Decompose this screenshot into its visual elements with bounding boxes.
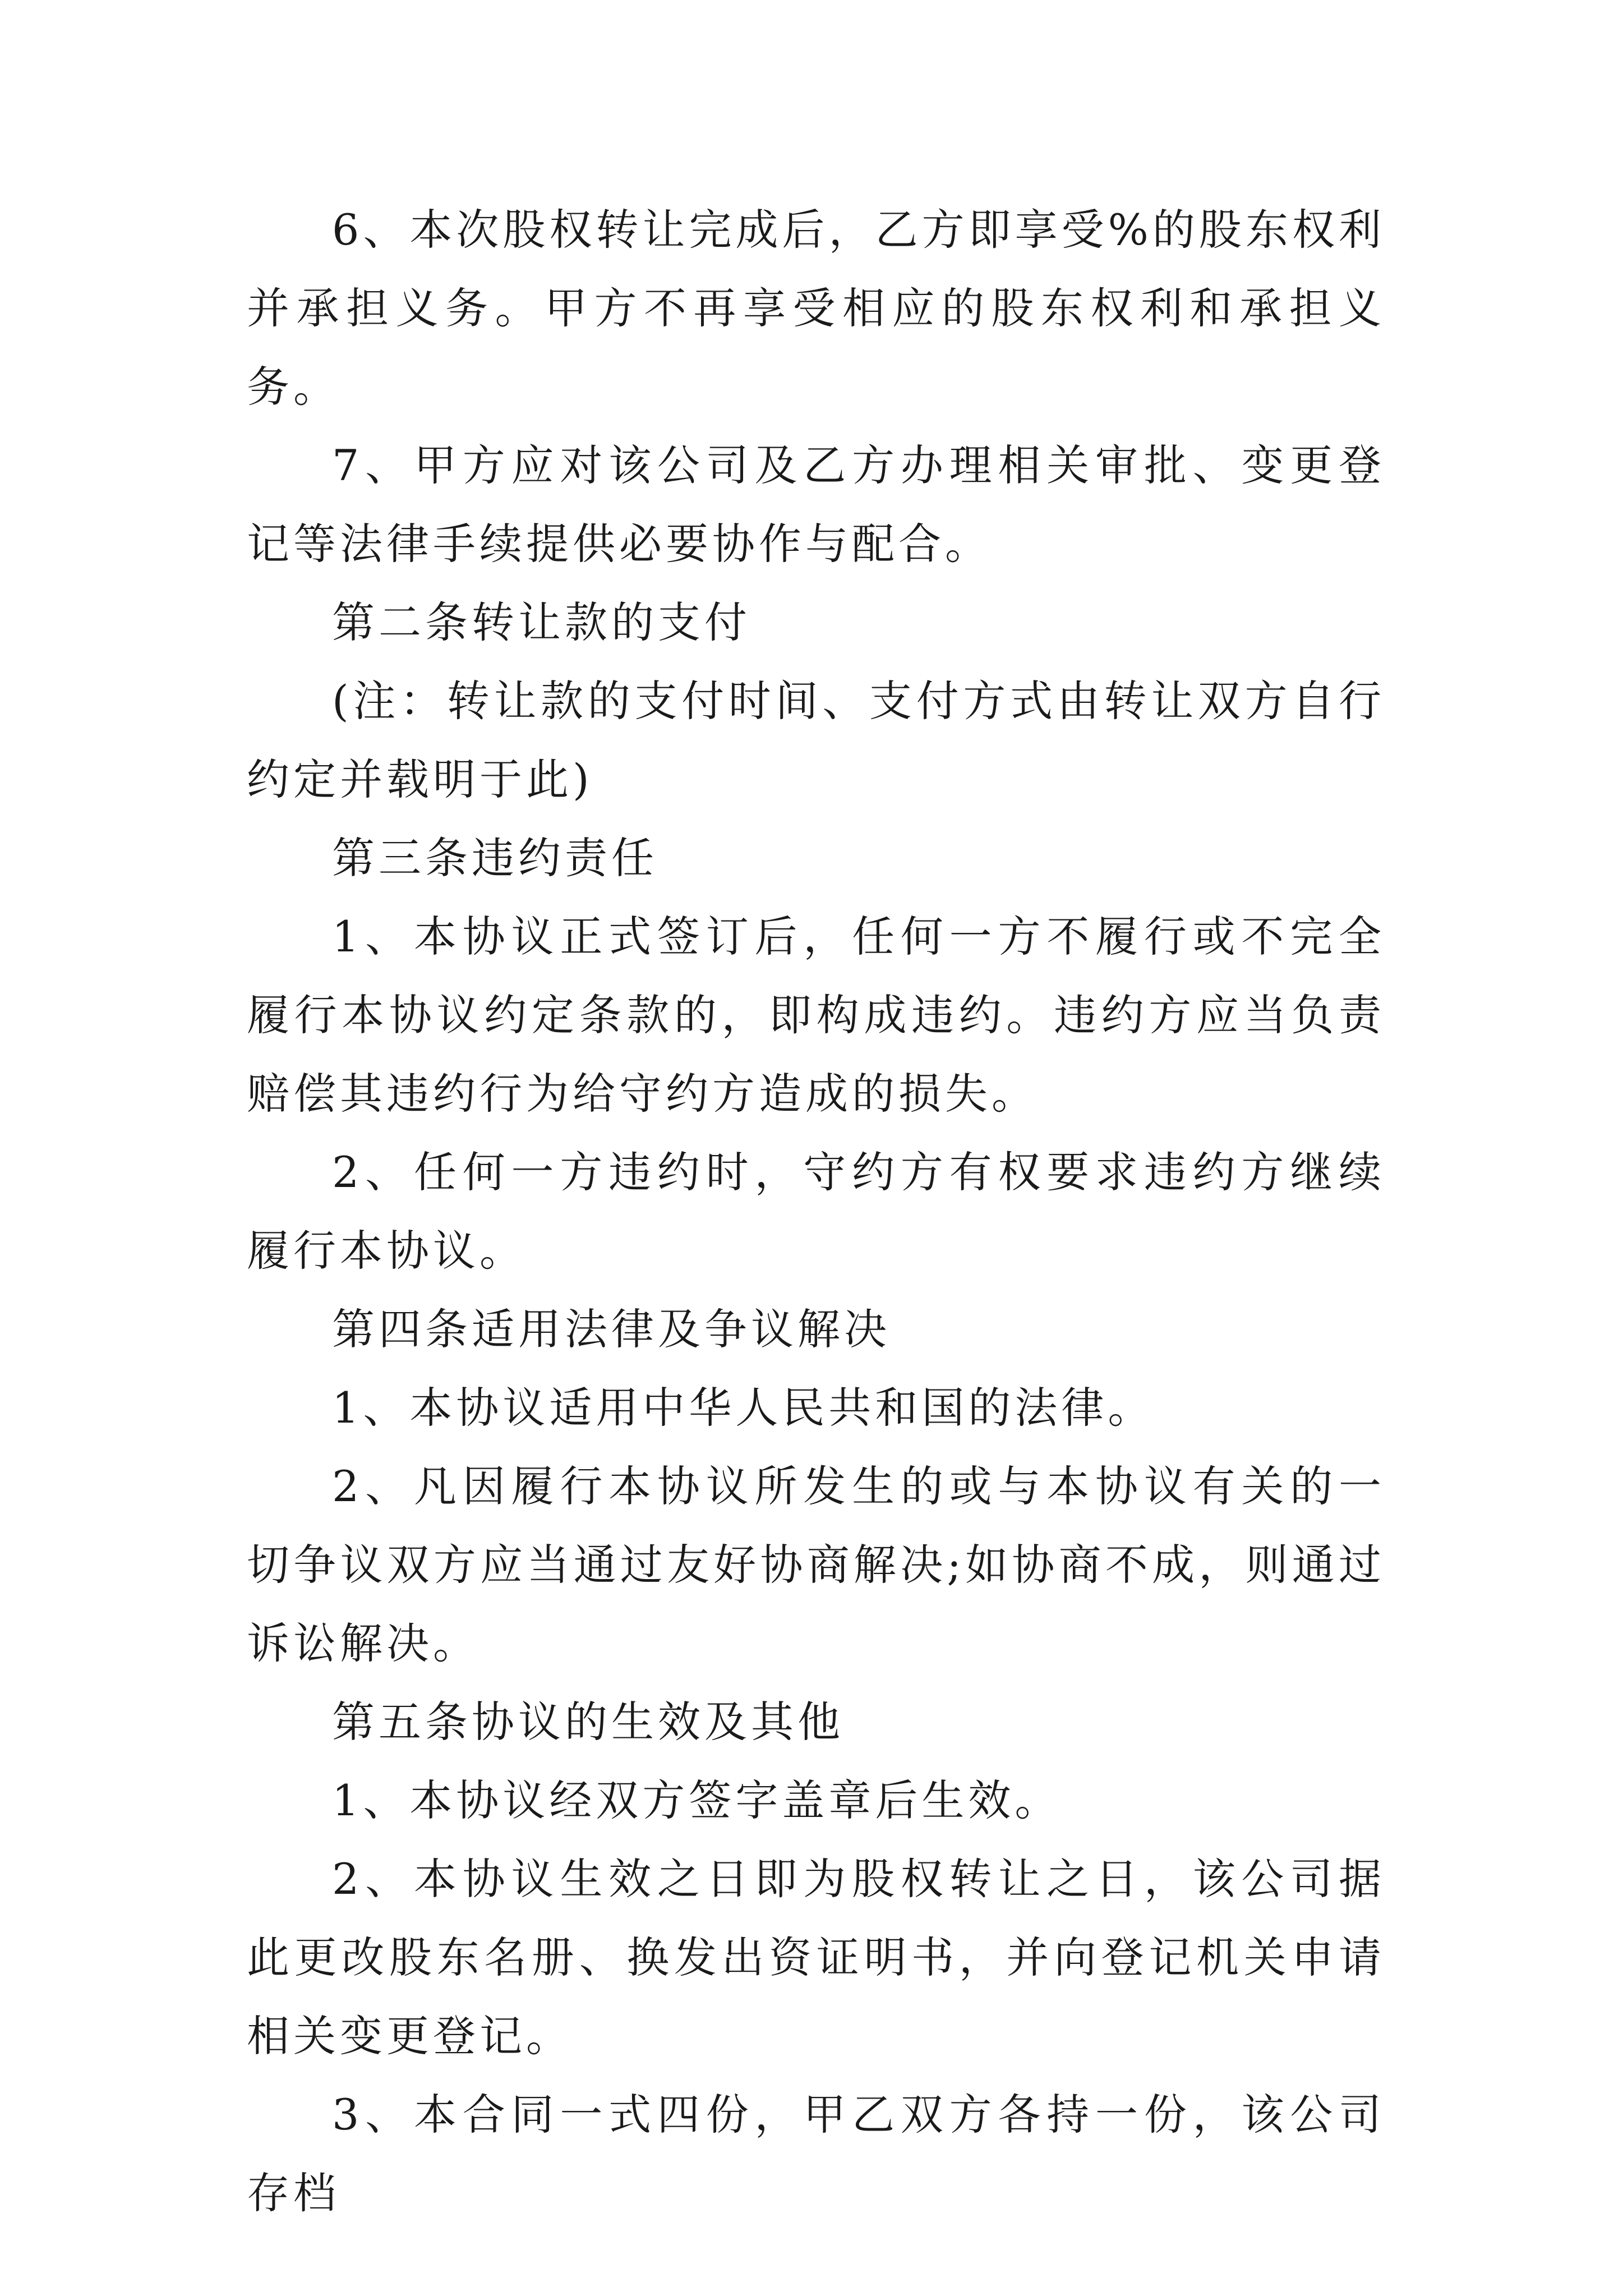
article-3-clause-1: 1、本协议正式签订后，任何一方不履行或不完全履行本协议约定条款的，即构成违约。违约方应当负责赔偿其违约行为给守约方造成的损失。 — [247, 912, 1385, 1119]
article-5-clause-2: 2、本协议生效之日即为股权转让之日，该公司据此更改股东名册、换发出资证明书，并向登记机关申请相关变更登记。 — [247, 1854, 1385, 2061]
article-5-heading: 第五条协议的生效及其他 — [332, 1697, 844, 1747]
article-2-note: (注：转让款的支付时间、支付方式由转让双方自行约定并载明于此) — [247, 676, 1385, 804]
article-4-clause-1: 1、本协议适用中华人民共和国的法律。 — [332, 1383, 1155, 1433]
clause-6-paragraph: 6、本次股权转让完成后，乙方即享受%的股东权利并承担义务。甲方不再享受相应的股东权利和承担义务。 — [247, 205, 1385, 412]
article-5-clause-1: 1、本协议经双方签字盖章后生效。 — [332, 1775, 1062, 1825]
document-body — [247, 191, 1385, 2233]
article-4-heading: 第四条适用法律及争议解决 — [332, 1304, 891, 1354]
article-5-clause-3: 3、本合同一式四份，甲乙双方各持一份，该公司存档 — [247, 2090, 1385, 2218]
article-3-heading: 第三条违约责任 — [332, 833, 658, 883]
article-2-heading: 第二条转让款的支付 — [332, 597, 751, 647]
article-4-clause-2: 2、凡因履行本协议所发生的或与本协议有关的一切争议双方应当通过友好协商解决;如协商不成，则通过诉讼解决。 — [247, 1461, 1385, 1668]
clause-7-paragraph: 7、甲方应对该公司及乙方办理相关审批、变更登记等法律手续提供必要协作与配合。 — [247, 440, 1385, 569]
article-3-clause-2: 2、任何一方违约时，守约方有权要求违约方继续履行本协议。 — [247, 1147, 1385, 1276]
